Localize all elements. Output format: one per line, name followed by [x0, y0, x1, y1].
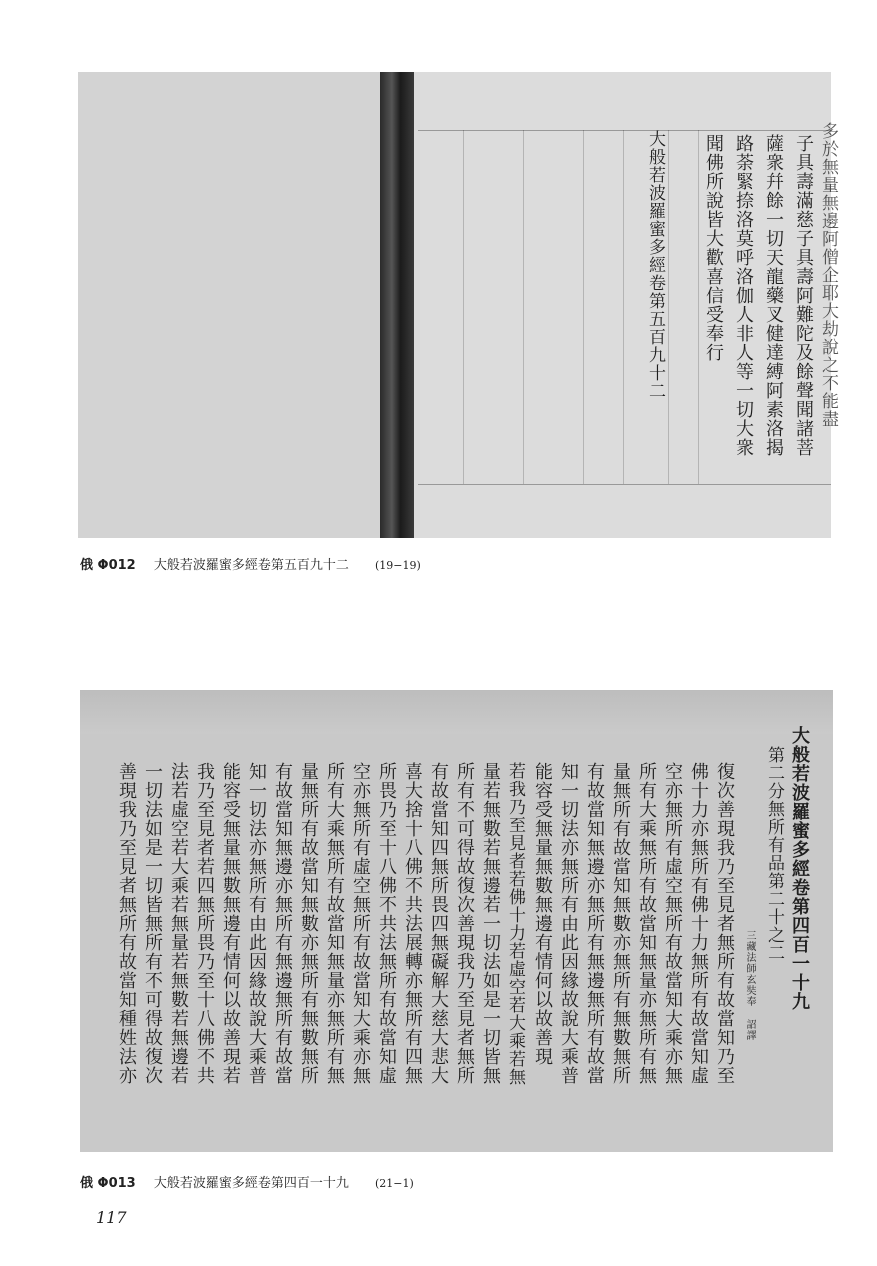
- manuscript-plate-1: [78, 72, 838, 538]
- text-column: 喜大捨十八佛不共法展轉亦無所有四無: [402, 762, 423, 1085]
- text-column: 我乃至見者若四無所畏乃至十八佛不共: [194, 762, 215, 1085]
- column-rule: [623, 130, 624, 484]
- column-rule: [463, 130, 464, 484]
- text-column: 法若虛空若大乘若無量若無數若無邊若: [168, 762, 189, 1085]
- paper-stain: [80, 690, 833, 734]
- text-column: 多於無量無邊阿僧企耶大劫說之不能盡: [818, 122, 838, 428]
- text-column: 善現我乃至見者無所有故當知種姓法亦: [116, 762, 137, 1085]
- text-column: 一切法如是一切皆無所有不可得故復次: [142, 762, 163, 1085]
- translator-column: 三藏法師玄奘奉 詔譯: [744, 930, 755, 1041]
- text-column: 知一切法亦無所有由此因緣故說大乘普: [558, 762, 579, 1085]
- text-column: 子具壽滿慈子具壽阿難陀及餘聲聞諸菩: [793, 134, 814, 457]
- column-rule: [583, 130, 584, 484]
- text-column: 所畏乃至十八佛不共法無所有故當知虛: [376, 762, 397, 1085]
- text-column: 能容受無量無數無邊有情何以故善現若: [220, 762, 241, 1085]
- caption-2: [80, 1172, 414, 1191]
- title-column: 大般若波羅蜜多經卷第四百一十九: [789, 726, 810, 1011]
- text-column: 有故當知四無所畏四無礙解大慈大悲大: [428, 762, 449, 1085]
- scroll-roller: [380, 72, 414, 538]
- text-column: 復次善現我乃至見者無所有故當知乃至: [714, 762, 735, 1085]
- caption-label: 俄 Φ013: [80, 1176, 136, 1191]
- caption-part: (21−1): [375, 1177, 414, 1190]
- top-rule: [418, 130, 831, 131]
- text-column: 佛十力亦無所有佛十力無所有故當知虛: [688, 762, 709, 1085]
- column-rule: [523, 130, 524, 484]
- bottom-rule: [418, 484, 831, 485]
- column-rule: [668, 130, 669, 484]
- text-column: 空亦無所有虛空無所有故當知大乘亦無: [662, 762, 683, 1085]
- caption-part: (19−19): [375, 559, 421, 572]
- caption-title: 大般若波羅蜜多經卷第五百九十二: [153, 558, 349, 573]
- caption-1: [80, 554, 421, 573]
- text-column: 所有大乘無所有故當知無量亦無所有無: [636, 762, 657, 1085]
- text-column: 若我乃至見者若佛十力若虛空若大乘若無: [505, 762, 525, 1086]
- caption-label: 俄 Φ012: [80, 558, 136, 573]
- text-column: 量無所有故當知無數亦無所有無數無所: [610, 762, 631, 1085]
- caption-title: 大般若波羅蜜多經卷第四百一十九: [153, 1176, 349, 1191]
- end-title-column: 大般若波羅蜜多經卷第五百九十二: [645, 130, 665, 400]
- text-column: 所有不可得故復次善現我乃至見者無所: [454, 762, 475, 1085]
- text-column: 有故當知無邊亦無所有無邊無所有故當: [272, 762, 293, 1085]
- text-column: 所有大乘無所有故當知無量亦無所有無: [324, 762, 345, 1085]
- text-column: 有故當知無邊亦無所有無邊無所有故當: [584, 762, 605, 1085]
- text-column: 量無所有故當知無數亦無所有無數無所: [298, 762, 319, 1085]
- column-rule: [698, 130, 699, 484]
- text-column: 量若無數若無邊若一切法如是一切皆無: [480, 762, 501, 1085]
- page-number: 117: [96, 1208, 127, 1227]
- text-column: 能容受無量無數無邊有情何以故善現: [532, 762, 553, 1066]
- text-column: 路荼緊捺洛莫呼洛伽人非人等一切大衆: [733, 134, 754, 457]
- text-column: 空亦無所有虛空無所有故當知大乘亦無: [350, 762, 371, 1085]
- text-column: 知一切法亦無所有由此因緣故說大乘普: [246, 762, 267, 1085]
- subtitle-column: 第二分無所有品第二十之二: [764, 746, 784, 962]
- manuscript-plate-2: [80, 690, 833, 1152]
- text-column: 聞佛所說皆大歡喜信受奉行: [703, 134, 724, 362]
- text-column: 薩衆幷餘一切天龍藥叉健達縛阿素洛揭: [763, 134, 784, 457]
